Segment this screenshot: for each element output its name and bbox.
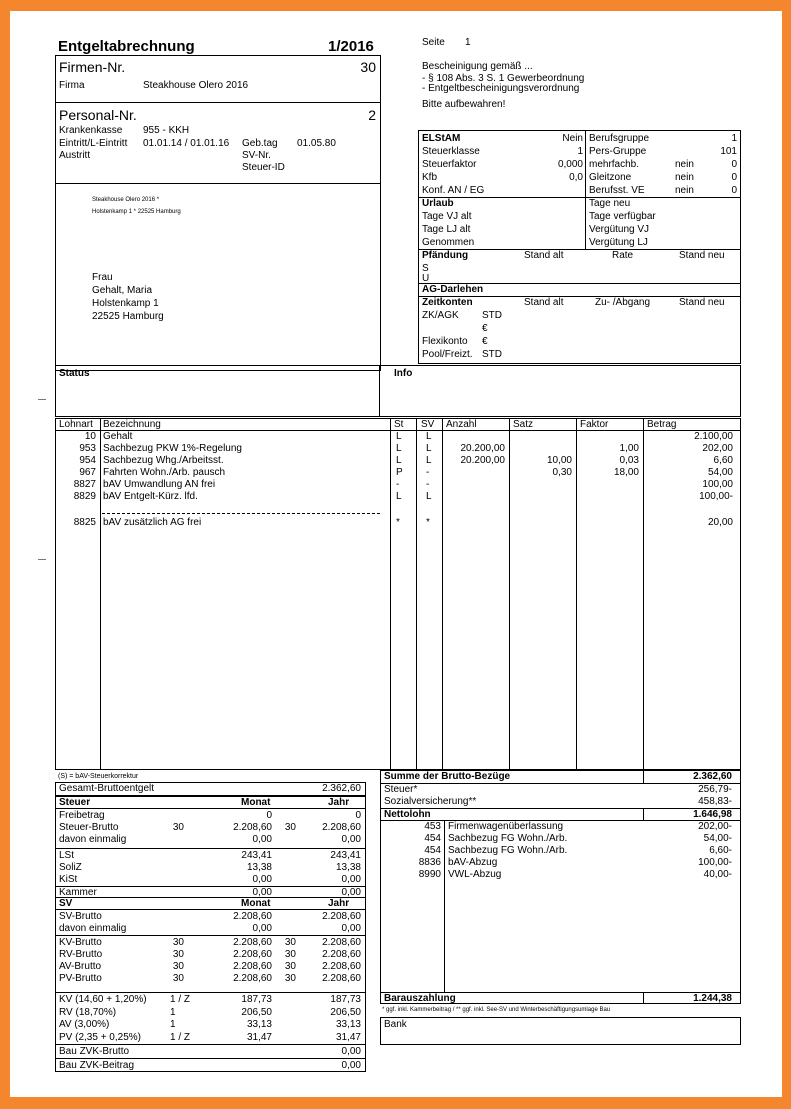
fold-mark xyxy=(38,399,46,400)
sv-row-label: AV-Brutto xyxy=(59,961,102,972)
berufsst-value: nein xyxy=(675,185,694,196)
col-faktor: Faktor xyxy=(580,419,609,430)
steuerklasse: 1 xyxy=(577,146,583,157)
konfession-label: Konf. AN / EG xyxy=(422,185,485,196)
pool-std-unit: STD xyxy=(482,349,502,360)
abzug-row-nr: 8836 xyxy=(418,857,441,868)
sv-row-label: davon einmalig xyxy=(59,923,127,934)
row-sv: * xyxy=(426,517,430,528)
seite-label: Seite xyxy=(422,37,445,48)
sv-row-jahr: 2.208,60 xyxy=(322,937,361,948)
abzug-row-nr: 454 xyxy=(424,845,441,856)
document-title: Entgeltabrechnung xyxy=(58,38,195,55)
personal-nr: 2 xyxy=(368,107,376,123)
row-bezeichnung: Gehalt xyxy=(103,431,133,442)
row-bezeichnung: Sachbezug Whg./Arbeitsst. xyxy=(103,455,224,466)
zvk-row-value: 0,00 xyxy=(341,1046,361,1057)
beitrag-row-monat: 33,13 xyxy=(246,1019,272,1030)
zk-std-unit: STD xyxy=(482,310,502,321)
row-lohnart: 10 xyxy=(84,431,96,442)
beitrag-row-kennz: 1 / Z xyxy=(170,994,191,1005)
sv-row-jahr-tage: 30 xyxy=(284,937,296,948)
elstam-title: ELStAM xyxy=(422,133,461,144)
row-st: L xyxy=(396,431,402,442)
row-bezeichnung: Fahrten Wohn./Arb. pausch xyxy=(103,467,226,478)
barauszahlung-label: Barauszahlung xyxy=(384,993,456,1004)
mehrfach-count: 0 xyxy=(731,159,737,170)
row-betrag: 20,00 xyxy=(707,517,733,528)
abzug-row-label: Sachbezug FG Wohn./Arb. xyxy=(448,845,568,856)
zvk-row-value: 0,00 xyxy=(341,1060,361,1071)
steuer-row-monat: 0,00 xyxy=(252,834,272,845)
row-st: L xyxy=(396,455,402,466)
steuer-row-jahr-tage: 30 xyxy=(284,822,296,833)
beitrag-row-monat: 31,47 xyxy=(246,1031,272,1043)
row-satz: 0,30 xyxy=(552,467,572,478)
steuerklasse-label: Steuerklasse xyxy=(422,146,480,157)
beitrag-row-kennz: 1 xyxy=(170,1006,176,1018)
abzug-row-nr: 8990 xyxy=(418,869,441,880)
urlaub-verguetung-vj: Vergütung VJ xyxy=(589,224,650,235)
sv-row-jahr: 2.208,60 xyxy=(322,911,361,922)
seite-value: 1 xyxy=(465,37,471,48)
row-faktor: 18,00 xyxy=(613,467,639,478)
row-sv: L xyxy=(426,491,432,502)
steuer-row-jahr: 0,00 xyxy=(341,834,361,845)
sv-row-jahr-tage: 30 xyxy=(284,961,296,972)
sv-row-label: SV-Brutto xyxy=(59,911,102,922)
steuer-row-monat-tage: 30 xyxy=(172,822,184,833)
steuer-row-jahr: 2.208,60 xyxy=(322,822,361,833)
steuer-row-jahr: 243,41 xyxy=(330,850,361,861)
sv-abzug-label: Sozialversicherung** xyxy=(384,796,477,807)
sv-title: SV xyxy=(59,898,73,909)
row-lohnart: 954 xyxy=(79,455,96,466)
row-anzahl: 20.200,00 xyxy=(460,443,505,454)
abzug-row-label: bAV-Abzug xyxy=(448,857,498,868)
steuer-row-monat: 0 xyxy=(266,810,272,821)
gleitzone-label: Gleitzone xyxy=(589,172,632,183)
zeitkonten-stand-neu: Stand neu xyxy=(679,297,725,308)
row-faktor: 0,03 xyxy=(619,455,639,466)
steuerid-label: Steuer-ID xyxy=(242,162,285,173)
beitrag-row-monat: 187,73 xyxy=(241,994,272,1005)
eintritt-label: Eintritt/L-Eintritt xyxy=(59,138,128,149)
gebtag-label: Geb.tag xyxy=(242,138,278,149)
beitrag-row-jahr: 31,47 xyxy=(335,1031,361,1043)
bav-footnote: (S) = bAV-Steuerkorrektur xyxy=(58,773,139,780)
row-sv: L xyxy=(426,455,432,466)
recipient-line4: 22525 Hamburg xyxy=(92,311,164,322)
sender-line1: Steakhouse Olero 2016 * xyxy=(92,197,160,203)
row-sv: - xyxy=(426,479,430,490)
summe-total: 2.362,60 xyxy=(693,771,732,782)
steuer-row-monat: 13,38 xyxy=(246,862,272,873)
address-box xyxy=(55,183,381,371)
bank-label: Bank xyxy=(384,1019,407,1030)
abzug-row-value: 202,00- xyxy=(698,821,732,832)
abzug-row-label: Firmenwagenüberlassung xyxy=(448,821,564,832)
row-satz: 10,00 xyxy=(546,455,572,466)
gleitzone-value: nein xyxy=(675,172,694,183)
gleitzone-count: 0 xyxy=(731,172,737,183)
firmen-nr-label: Firmen-Nr. xyxy=(59,59,126,75)
col-anzahl: Anzahl xyxy=(446,419,477,430)
zvk-row-label: Bau ZVK-Brutto xyxy=(59,1046,130,1057)
urlaub-title: Urlaub xyxy=(422,198,454,209)
sv-row-jahr-tage: 30 xyxy=(284,949,296,960)
pool-label: Pool/Freizt. xyxy=(422,349,473,360)
row-betrag: 54,00 xyxy=(707,467,733,478)
recipient-line1: Frau xyxy=(92,272,113,283)
steuer-title: Steuer xyxy=(59,797,91,808)
beitrag-row-label: RV (18,70%) xyxy=(59,1006,117,1018)
pfaendung-title: Pfändung xyxy=(422,250,469,261)
abzug-row-nr: 453 xyxy=(424,821,441,832)
steuer-row-jahr: 0 xyxy=(355,810,361,821)
sv-row-jahr: 2.208,60 xyxy=(322,961,361,972)
urlaub-lj-alt: Tage LJ alt xyxy=(422,224,471,235)
urlaub-genommen: Genommen xyxy=(422,237,475,248)
austritt-label: Austritt xyxy=(59,150,91,161)
abzug-row-value: 100,00- xyxy=(698,857,732,868)
steuer-row-monat: 243,41 xyxy=(241,850,272,861)
flexikonto-label: Flexikonto xyxy=(422,336,468,347)
row-bezeichnung: Sachbezug PKW 1%-Regelung xyxy=(103,443,242,454)
zvk-row-label: Bau ZVK-Beitrag xyxy=(59,1060,135,1071)
sv-row-monat: 2.208,60 xyxy=(233,949,272,960)
steuer-row-label: SoliZ xyxy=(59,862,82,873)
company-box xyxy=(55,55,381,103)
steuer-abzug: 256,79- xyxy=(698,784,732,795)
sv-row-label: RV-Brutto xyxy=(59,949,103,960)
sv-row-label: KV-Brutto xyxy=(59,937,102,948)
sv-box xyxy=(55,897,366,993)
sv-row-monat: 0,00 xyxy=(252,923,272,934)
berufsgruppe-label: Berufsgruppe xyxy=(589,133,650,144)
mehrfach-label: mehrfachb. xyxy=(589,159,640,170)
sv-row-jahr-tage: 30 xyxy=(284,973,296,984)
sv-jahr-header: Jahr xyxy=(328,898,350,909)
urlaub-verguetung-lj: Vergütung LJ xyxy=(589,237,648,248)
urlaub-verfuegbar: Tage verfügbar xyxy=(589,211,656,222)
nettolohn: 1.646,98 xyxy=(693,809,732,820)
kfb-label: Kfb xyxy=(422,172,438,183)
ag-darlehen-title: AG-Darlehen xyxy=(422,284,484,295)
sv-row-monat: 2.208,60 xyxy=(233,961,272,972)
pfaendung-stand-neu: Stand neu xyxy=(679,250,725,261)
pfaendung-stand-alt: Stand alt xyxy=(524,250,564,261)
firma-label: Firma xyxy=(59,80,85,91)
mehrfach-value: nein xyxy=(675,159,694,170)
row-lohnart: 967 xyxy=(79,467,96,478)
personal-box xyxy=(55,102,381,184)
berufsst-label: Berufsst. VE xyxy=(589,185,645,196)
beitrag-row-jahr: 206,50 xyxy=(330,1006,361,1018)
row-faktor: 1,00 xyxy=(619,443,639,454)
row-lohnart: 8827 xyxy=(73,479,96,490)
payslip-page xyxy=(10,11,782,1097)
zk-euro-unit: € xyxy=(482,323,488,334)
fold-mark xyxy=(38,559,46,560)
steuer-row-label: KiSt xyxy=(59,874,78,885)
col-betrag: Betrag xyxy=(647,419,677,430)
row-lohnart: 8825 xyxy=(73,517,96,528)
zeitkonten-stand-alt: Stand alt xyxy=(524,297,564,308)
zeitkonten-title: Zeitkonten xyxy=(422,297,473,308)
firmen-nr: 30 xyxy=(360,59,376,75)
pfaendung-rate: Rate xyxy=(612,250,634,261)
row-betrag: 202,00 xyxy=(702,443,733,454)
abzug-row-label: VWL-Abzug xyxy=(448,869,502,880)
krankenkasse-label: Krankenkasse xyxy=(59,125,123,136)
row-bezeichnung: bAV Umwandlung AN frei xyxy=(103,479,216,490)
status-info-box xyxy=(55,365,741,417)
elstam-box xyxy=(418,130,741,364)
gesamtbrutto-row xyxy=(55,782,366,796)
row-bezeichnung: bAV zusätzlich AG frei xyxy=(103,517,202,528)
beitrag-row-label: KV (14,60 + 1,20%) xyxy=(59,994,147,1005)
sv-row-monat-tage: 30 xyxy=(172,937,184,948)
row-st: - xyxy=(396,479,400,490)
lohnarten-table xyxy=(55,418,741,770)
urlaub-neu: Tage neu xyxy=(589,198,631,209)
berufsst-count: 0 xyxy=(731,185,737,196)
barauszahlung: 1.244,38 xyxy=(693,993,732,1004)
col-lohnart: Lohnart xyxy=(59,419,93,430)
summe-box xyxy=(380,770,741,1004)
beitrag-row-kennz: 1 xyxy=(170,1019,176,1030)
row-sv: L xyxy=(426,443,432,454)
row-anzahl: 20.200,00 xyxy=(460,455,505,466)
gesamtbrutto: 2.362,60 xyxy=(322,783,361,794)
kfb: 0,0 xyxy=(569,172,583,183)
beitrag-row-jahr: 33,13 xyxy=(335,1019,361,1030)
row-lohnart: 8829 xyxy=(73,491,96,502)
beitraege-box xyxy=(55,992,366,1045)
summe-footnote: * ggf. inkl. Kammerbeitrag / ** ggf. inkl. See-SV und Winterbeschäftigungsumlage Bau xyxy=(382,1007,611,1013)
zk-agk-label: ZK/AGK xyxy=(422,310,459,321)
zeitkonten-zu-abgang: Zu- /Abgang xyxy=(595,297,651,308)
bank-box xyxy=(380,1017,741,1045)
notice-line4: Bitte aufbewahren! xyxy=(422,99,506,110)
row-betrag: 100,00- xyxy=(699,491,733,502)
berufsgruppe: 1 xyxy=(731,133,737,144)
gebtag: 01.05.80 xyxy=(297,138,336,149)
abzug-row-value: 54,00- xyxy=(703,833,732,844)
steuer-row-monat: 0,00 xyxy=(252,874,272,885)
row-st: L xyxy=(396,491,402,502)
gesamtbrutto-label: Gesamt-Bruttoentgelt xyxy=(59,783,155,794)
firma-name: Steakhouse Olero 2016 xyxy=(143,80,249,91)
pfaendung-u: U xyxy=(422,273,430,284)
info-label: Info xyxy=(394,368,413,379)
row-betrag: 2.100,00 xyxy=(694,431,733,442)
nettolohn-label: Nettolohn xyxy=(384,809,431,820)
sv-row-jahr: 0,00 xyxy=(341,923,361,934)
row-sv: - xyxy=(426,467,430,478)
abzug-row-value: 40,00- xyxy=(703,869,732,880)
elstam-value: Nein xyxy=(562,133,583,144)
notice-line1: Bescheinigung gemäß ... xyxy=(422,61,533,72)
sv-row-monat-tage: 30 xyxy=(172,973,184,984)
beitrag-row-kennz: 1 / Z xyxy=(170,1031,191,1043)
row-st: * xyxy=(396,517,400,528)
period: 1/2016 xyxy=(328,38,374,55)
steuer-row-label: Freibetrag xyxy=(59,810,105,821)
abzug-row-value: 6,60- xyxy=(709,845,732,856)
steuer-row-label: LSt xyxy=(59,850,75,861)
col-sv: SV xyxy=(421,419,435,430)
steuer-row-label: Steuer-Brutto xyxy=(59,822,119,833)
urlaub-vj-alt: Tage VJ alt xyxy=(422,211,472,222)
sv-row-monat: 2.208,60 xyxy=(233,911,272,922)
sv-row-jahr: 2.208,60 xyxy=(322,949,361,960)
recipient-line3: Holstenkamp 1 xyxy=(92,298,159,309)
row-betrag: 100,00 xyxy=(702,479,733,490)
steuer-row-jahr: 0,00 xyxy=(341,887,361,898)
pers-gruppe-label: Pers-Gruppe xyxy=(589,146,647,157)
pfaendung-s: S xyxy=(422,263,429,274)
summe-title: Summe der Brutto-Bezüge xyxy=(384,771,511,782)
beitrag-row-monat: 206,50 xyxy=(241,1006,272,1018)
notice-line2: - § 108 Abs. 3 S. 1 Gewerbeordnung xyxy=(422,73,585,84)
steuerfaktor-label: Steuerfaktor xyxy=(422,159,477,170)
row-st: L xyxy=(396,443,402,454)
steuer-row-jahr: 0,00 xyxy=(341,874,361,885)
notice-line3: - Entgeltbescheinigungsverordnung xyxy=(422,83,580,94)
col-st: St xyxy=(394,419,404,430)
col-bezeichnung: Bezeichnung xyxy=(103,419,161,430)
sv-row-label: PV-Brutto xyxy=(59,973,102,984)
steuer-row-label: Kammer xyxy=(59,887,97,898)
sv-row-monat: 2.208,60 xyxy=(233,937,272,948)
steuer-jahr-header: Jahr xyxy=(328,797,350,808)
sv-row-monat-tage: 30 xyxy=(172,961,184,972)
row-bezeichnung: bAV Entgelt-Kürz. lfd. xyxy=(103,491,198,502)
sv-row-jahr: 2.208,60 xyxy=(322,973,361,984)
sv-abzug: 458,83- xyxy=(698,796,732,807)
row-st: P xyxy=(396,467,403,478)
eintritt: 01.01.14 / 01.01.16 xyxy=(143,138,230,149)
beitrag-row-jahr: 187,73 xyxy=(330,994,361,1005)
row-sv: L xyxy=(426,431,432,442)
steuer-row-monat: 2.208,60 xyxy=(233,822,272,833)
steuer-row-jahr: 13,38 xyxy=(335,862,361,873)
sv-row-monat-tage: 30 xyxy=(172,949,184,960)
abzug-row-nr: 454 xyxy=(424,833,441,844)
zvk-box xyxy=(55,1044,366,1072)
steuerfaktor: 0,000 xyxy=(557,159,583,170)
recipient-line2: Gehalt, Maria xyxy=(92,285,153,296)
sv-monat-header: Monat xyxy=(241,898,271,909)
row-lohnart: 953 xyxy=(79,443,96,454)
steuer-monat-header: Monat xyxy=(241,797,271,808)
beitrag-row-label: PV (2,35 + 0,25%) xyxy=(59,1031,141,1043)
beitrag-row-label: AV (3,00%) xyxy=(59,1019,110,1030)
svnr-label: SV-Nr. xyxy=(242,150,271,161)
sv-row-monat: 2.208,60 xyxy=(233,973,272,984)
steuer-row-label: davon einmalig xyxy=(59,834,127,845)
col-satz: Satz xyxy=(513,419,534,430)
status-label: Status xyxy=(59,368,90,379)
row-betrag: 6,60 xyxy=(713,455,733,466)
flexikonto-euro-unit: € xyxy=(482,336,488,347)
steuer-box xyxy=(55,796,366,898)
steuer-abzug-label: Steuer* xyxy=(384,784,418,795)
sender-line2: Holstenkamp 1 * 22525 Hamburg xyxy=(92,209,181,215)
krankenkasse: 955 - KKH xyxy=(143,125,190,136)
steuer-row-monat: 0,00 xyxy=(252,887,272,898)
pers-gruppe: 101 xyxy=(720,146,737,157)
personal-nr-label: Personal-Nr. xyxy=(59,107,137,123)
abzug-row-label: Sachbezug FG Wohn./Arb. xyxy=(448,833,568,844)
